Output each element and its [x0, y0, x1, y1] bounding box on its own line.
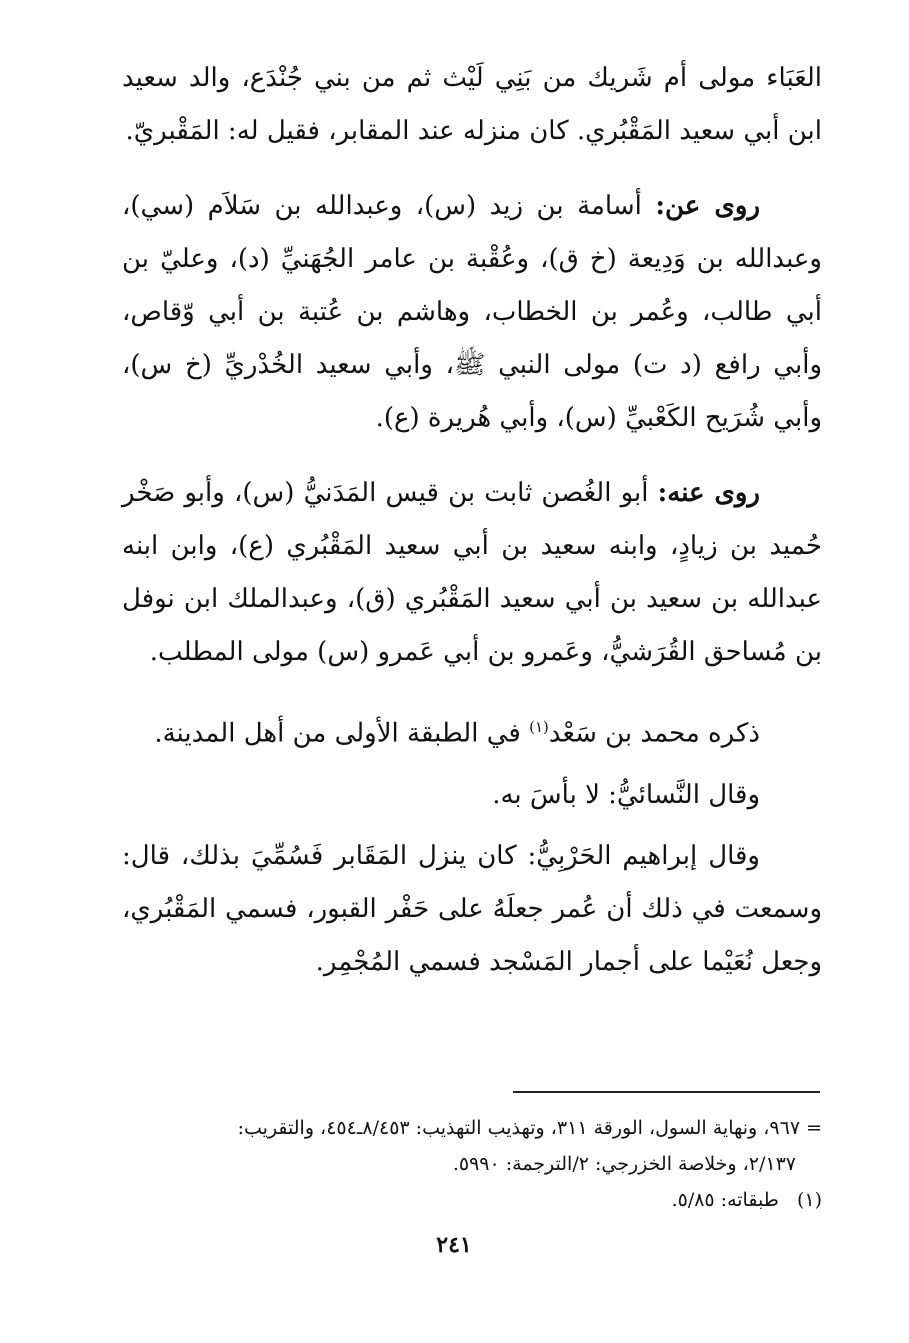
footnote-separator — [513, 1091, 820, 1093]
rawa-an-label: روى عن: — [655, 191, 760, 221]
ibn-saad-before: ذكره محمد بن سَعْد — [548, 718, 760, 749]
footnote-continuation-line2: ٢/١٣٧، وخلاصة الخزرجي: ٢/الترجمة: ٥٩٩٠. — [452, 1153, 796, 1175]
ibn-saad-paragraph — [122, 701, 822, 761]
intro-paragraph: العَبَاء مولى أم شَريك من بَنِي لَيْث ثم من بني جُنْدَع، والد سعيد ابن أبي سعيد المَقْبُري. كان منزله عند المقابر، فقيل له: المَقْبريّ. — [122, 63, 822, 146]
rawa-anhu-text: أبو الغُصن ثابت بن قيس المَدَنيُّ (س)، وأبو صَخْر حُميد بن زيادٍ، وابنه سعيد بن أبي سعيد المَقْبُري (ع)، وابن ابنه عبدالله بن سعيد بن أبي سعيد المَقْبُري (ق)، وعبدالملك ابن نوفل بن مُساحق القُرَشيُّ، وعَمرو بن أبي عَمرو (س) مولى المطلب. — [122, 478, 822, 667]
harbi-paragraph: وقال إبراهيم الحَرْبِيُّ: كان ينزل المَقَابر فَسُمِّيَ بذلك، قال: وسمعت في ذلك أن عُمر جعلَهُ على حَفْر القبور، فسمي المَقْبُري، وجعل نُعَيْما على أجمار المَسْجد فسمي المُجْمِر. — [122, 840, 822, 977]
footnote-1 — [122, 1182, 822, 1218]
footnotes — [122, 1110, 822, 1218]
rawa-anhu-label: روى عنه: — [657, 478, 760, 508]
ibn-saad-after: في الطبقة الأولى من أهل المدينة. — [154, 718, 530, 749]
footnote-continuation-line1: = ٩٦٧، ونهاية السول، الورقة ٣١١، وتهذيب التهذيب: ٨/٤٥٣ـ٤٥٤، والتقريب: — [237, 1117, 822, 1139]
rawa-an-text: أسامة بن زيد (س)، وعبدالله بن سَلاَم (سي)، وعبدالله بن وَدِيعة (خ ق)، وعُقْبة بن عامر الجُهَنيِّ (د)، وعليّ بن أبي طالب، وعُمر بن الخطاب، وهاشم بن عُتبة بن أبي وّقاص، وأبي رافع (د ت) مولى النبي ﷺ، وأبي سعيد الخُدْريِّ (خ س)، وأبي شُرَيح الكَعْبيِّ (س)، وأبي هُريرة (ع). — [122, 191, 822, 433]
rawa-anhu-paragraph — [122, 467, 822, 679]
nasai-paragraph: وقال النَّسائيُّ: لا بأسَ به. — [492, 779, 760, 810]
page-number: ٢٤١ — [436, 1232, 472, 1258]
footnote-1-text: طبقاته: ٥/٨٥. — [671, 1189, 779, 1211]
footnote-1-marker: (١) — [796, 1189, 822, 1211]
rawa-an-paragraph — [122, 180, 822, 445]
footnote-marker-1[interactable]: (١) — [529, 718, 549, 736]
main-text — [122, 52, 822, 1011]
